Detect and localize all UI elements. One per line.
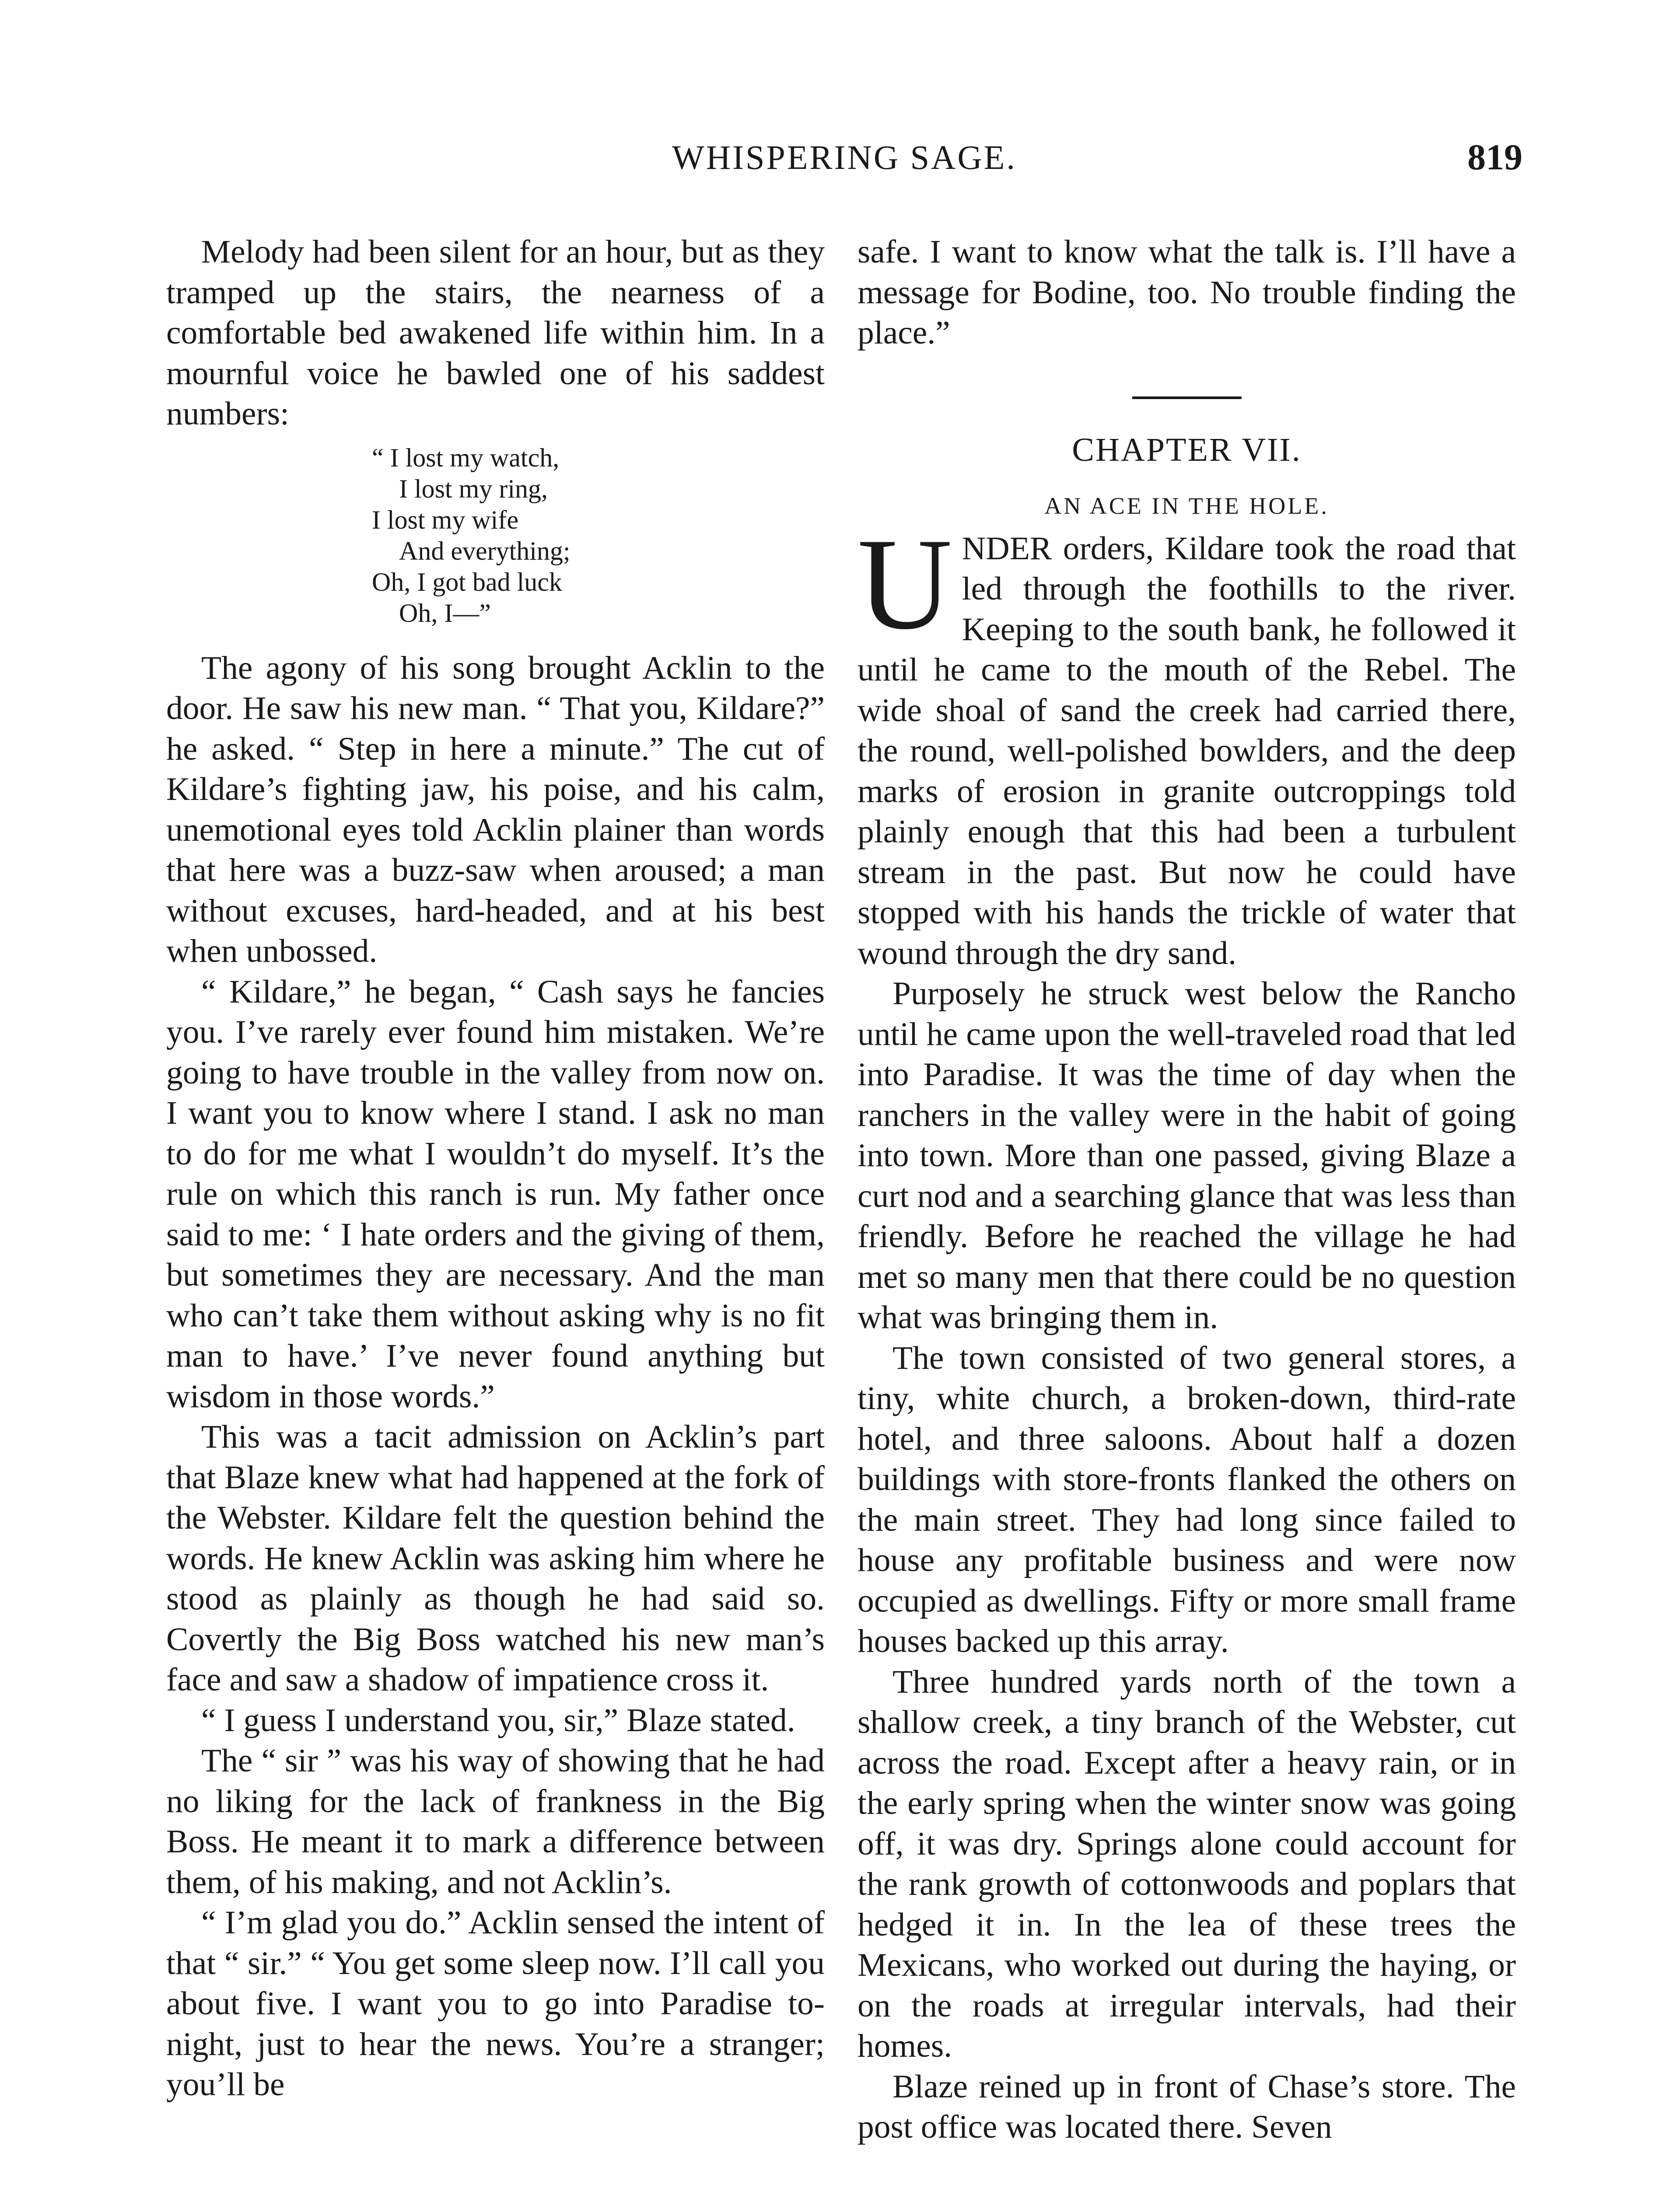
paragraph-text: NDER orders, Kildare took the road that led through the foothills to the river. Keeping to the south bank, he followed it until he came to the mouth of the Rebel. The wide shoal of sand the creek had carried there, the round, well-polished bowlders, and the deep marks of erosion in granite outcroppings told plainly enough that this had been a turbulent stream in the past. But now he could have stopped with his hands the trickle of water that wound through the dry sand. bbox=[858, 530, 1516, 971]
paragraph: Three hundred yards north of the town a shallow creek, a tiny branch of the Webster, cut across the road. Except after a heavy rain, or in the early spring when the winter snow was going off, it was dry. Springs alone could account for the rank growth of cottonwoods and poplars that hedged it in. In the lea of these trees the Mexicans, who worked out during the haying, or on the roads at irregular intervals, had their homes. bbox=[858, 1663, 1516, 2064]
verse-line: Oh, I—” bbox=[399, 598, 491, 628]
paragraph: The “ sir ” was his way of showing that he had no liking for the lack of frankness in the Big Boss. He meant it to mark a difference between them, of his making, and not Acklin’s. bbox=[166, 1743, 825, 1900]
verse-line: “ I lost my watch, bbox=[372, 443, 560, 472]
verse-line: Oh, I got bad luck bbox=[372, 567, 562, 596]
page-number: 819 bbox=[1467, 137, 1522, 178]
chapter-title: CHAPTER VII. bbox=[1072, 431, 1302, 468]
paragraph: Melody had been silent for an hour, but as they tramped up the stairs, the nearness of a comfortable bed awakened life within him. In a mournful voice he bawled one of his saddest numbers: bbox=[166, 234, 825, 432]
right-column bbox=[858, 232, 1516, 2148]
paragraph: Blaze reined up in front of Chase’s store. The post office was located there. Seven bbox=[858, 2068, 1516, 2145]
section-divider bbox=[1132, 396, 1242, 399]
paragraph: “ I’m glad you do.” Acklin sensed the intent of that “ sir.” “ You get some sleep now. I’ll call you about five. I want you to go into Paradise to-night, just to hear the news. You’re a stranger; you’ll be bbox=[166, 1904, 825, 2103]
verse-line: I lost my wife bbox=[372, 505, 518, 534]
paragraph: Purposely he struck west below the Rancho until he came upon the well-traveled road that led into Paradise. It was the time of day when the ranchers in the valley were in the habit of going into town. More than one passed, giving Blaze a curt nod and a searching glance that was less than friendly. Before he reached the village he had met so many men that there could be no question what was bringing them in. bbox=[858, 975, 1516, 1336]
paragraph: The agony of his song brought Acklin to the door. He saw his new man. “ That you, Kildare?” he asked. “ Step in here a minute.” The cut of Kildare’s fighting jaw, his poise, and his calm, unemotional eyes told Acklin plainer than words that here was a buzz-saw when aroused; a man without excuses, hard-headed, and at his best when unbossed. bbox=[166, 649, 825, 969]
drop-cap: U bbox=[858, 511, 952, 656]
paragraph: The town consisted of two general stores, a tiny, white church, a broken-down, third-rate hotel, and three saloons. About half a dozen buildings with store-fronts flanked the others on the main street. They had long since failed to house any profitable business and were now occupied as dwellings. Fifty or more small frame houses backed up this array. bbox=[858, 1339, 1516, 1659]
song-verse bbox=[372, 442, 825, 629]
verse-line: I lost my ring, bbox=[399, 474, 548, 503]
paragraph: “ I guess I understand you, sir,” Blaze stated. bbox=[201, 1702, 795, 1739]
paragraph: safe. I want to know what the talk is. I’ll have a message for Bodine, too. No trouble finding the place.” bbox=[858, 234, 1516, 351]
left-column bbox=[166, 232, 825, 2105]
page-header bbox=[166, 131, 1522, 184]
verse-line: And everything; bbox=[399, 536, 570, 565]
paragraph: This was a tacit admission on Acklin’s part that Blaze knew what had happened at the fork of the Webster. Kildare felt the question behind the words. He knew Acklin was asking him where he stood as plainly as though he had said so. Covertly the Big Boss watched his new man’s face and saw a shadow of impatience cross it. bbox=[166, 1419, 825, 1698]
chapter-subtitle: AN ACE IN THE HOLE. bbox=[1044, 492, 1329, 519]
paragraph: “ Kildare,” he began, “ Cash says he fancies you. I’ve rarely ever found him mistaken. We’re going to have trouble in the valley from now on. I want you to know where I stand. I ask no man to do for me what I wouldn’t do myself. It’s the rule on which this ranch is run. My father once said to me: ‘ I hate orders and the giving of them, but sometimes they are necessary. And the man who can’t take them without asking why is no fit man to have.’ I’ve never found anything but wisdom in those words.” bbox=[166, 973, 825, 1415]
chapter-opening-paragraph bbox=[858, 511, 1516, 974]
running-title: WHISPERING SAGE. bbox=[672, 138, 1017, 176]
